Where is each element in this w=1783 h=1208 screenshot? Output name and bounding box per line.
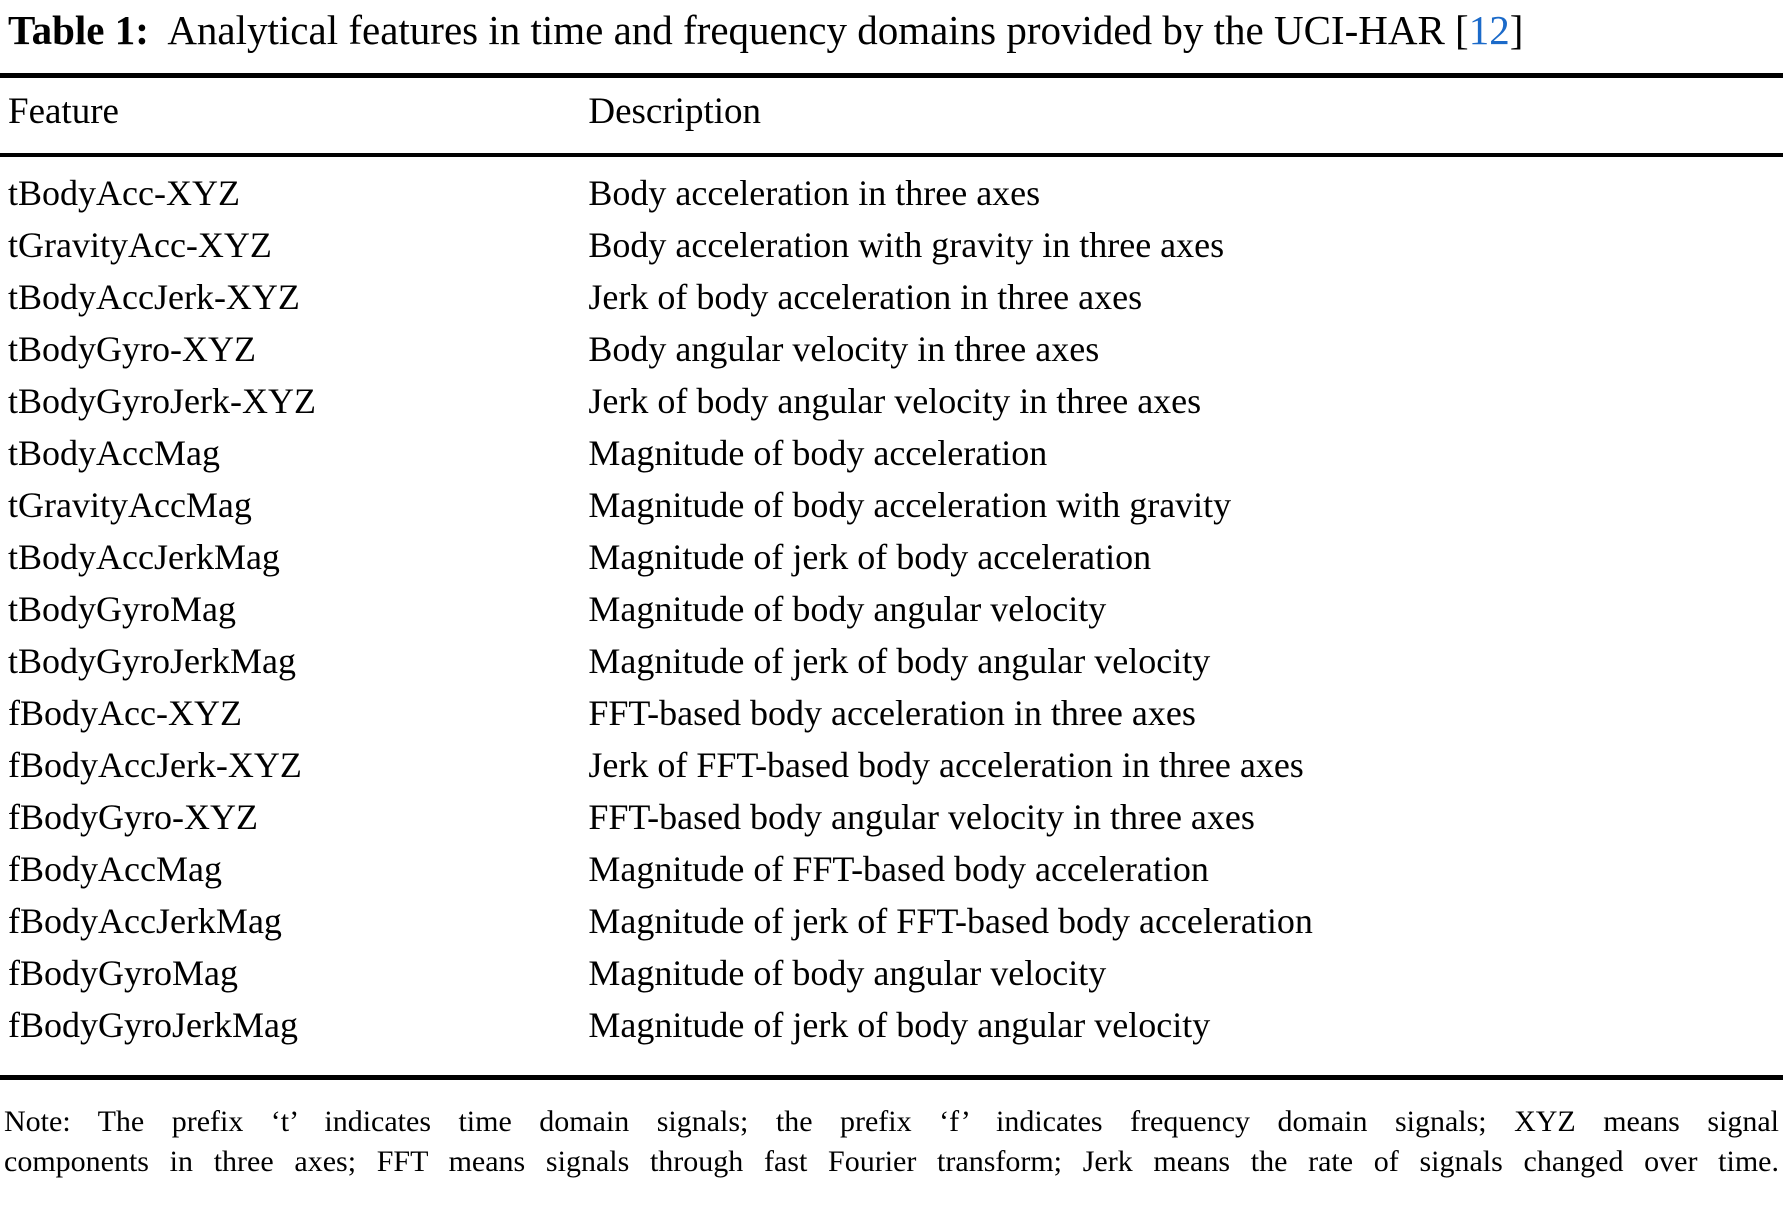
table-row <box>0 895 1783 947</box>
feature-cell: fBodyAccMag <box>8 848 222 889</box>
description-cell: FFT-based body angular velocity in three axes <box>588 796 1255 837</box>
table-row <box>0 687 1783 739</box>
feature-cell: fBodyAccJerk-XYZ <box>8 744 302 785</box>
features-table-body <box>0 155 1783 1078</box>
description-cell: Magnitude of jerk of FFT-based body acceleration <box>588 900 1313 941</box>
table-caption-text: Analytical features in time and frequency domains provided by the UCI-HAR <box>167 7 1445 53</box>
table-row <box>0 323 1783 375</box>
table-caption <box>0 4 1783 56</box>
description-cell: Magnitude of jerk of body angular velocity <box>588 640 1211 681</box>
table-row <box>0 739 1783 791</box>
description-cell: Body acceleration in three axes <box>588 172 1041 213</box>
description-cell: Magnitude of body acceleration with gravity <box>588 484 1232 525</box>
table-caption-label: Table 1: <box>8 7 149 53</box>
feature-cell: fBodyAcc-XYZ <box>8 692 242 733</box>
table-row <box>0 999 1783 1078</box>
description-cell: Magnitude of jerk of body acceleration <box>588 536 1152 577</box>
feature-cell: fBodyGyro-XYZ <box>8 796 258 837</box>
table-row <box>0 843 1783 895</box>
column-header-feature: Feature <box>0 76 588 155</box>
table-row <box>0 479 1783 531</box>
description-cell: Magnitude of body angular velocity <box>588 588 1107 629</box>
feature-cell: tBodyGyroJerkMag <box>8 640 296 681</box>
feature-cell: fBodyGyroMag <box>8 952 238 993</box>
citation-link[interactable]: 12 <box>1468 7 1510 53</box>
note-line: components in three axes; FFT means signals through fast Fourier transform; Jerk means the rate of signals changed over time. <box>4 1144 1779 1178</box>
description-cell: FFT-based body acceleration in three axes <box>588 692 1196 733</box>
table-row <box>0 947 1783 999</box>
feature-cell: tGravityAcc-XYZ <box>8 224 272 265</box>
description-cell: Body acceleration with gravity in three axes <box>588 224 1225 265</box>
table-row <box>0 531 1783 583</box>
feature-cell: tBodyGyroMag <box>8 588 236 629</box>
table-row <box>0 791 1783 843</box>
feature-cell: tBodyAccMag <box>8 432 220 473</box>
feature-cell: tBodyAccJerk-XYZ <box>8 276 300 317</box>
feature-cell: tBodyGyroJerk-XYZ <box>8 380 316 421</box>
feature-cell: tBodyAcc-XYZ <box>8 172 240 213</box>
description-cell: Body angular velocity in three axes <box>588 328 1100 369</box>
table-row <box>0 583 1783 635</box>
feature-cell: tBodyAccJerkMag <box>8 536 280 577</box>
description-cell: Jerk of body acceleration in three axes <box>588 276 1143 317</box>
header-row <box>0 76 1783 155</box>
table-row <box>0 427 1783 479</box>
description-cell: Magnitude of body acceleration <box>588 432 1048 473</box>
citation-bracket-open <box>1445 7 1455 53</box>
features-table <box>0 73 1783 1080</box>
description-cell: Magnitude of FFT-based body acceleration <box>588 848 1209 889</box>
table-note <box>0 1102 1783 1182</box>
description-cell: Magnitude of body angular velocity <box>588 952 1107 993</box>
feature-cell: tGravityAccMag <box>8 484 252 525</box>
feature-cell: tBodyGyro-XYZ <box>8 328 256 369</box>
citation-bracket-close: ] <box>1509 7 1524 53</box>
table-row <box>0 155 1783 219</box>
description-cell: Magnitude of jerk of body angular velocity <box>588 1004 1211 1045</box>
citation-bracket-open: [ <box>1455 7 1469 53</box>
table-row <box>0 271 1783 323</box>
feature-cell: fBodyGyroJerkMag <box>8 1004 298 1045</box>
note-line: Note: The prefix ‘t’ indicates time domain signals; the prefix ‘f’ indicates frequency domain signals; XYZ means signal <box>4 1104 1779 1138</box>
column-header-description: Description <box>588 76 1783 155</box>
description-cell: Jerk of body angular velocity in three axes <box>588 380 1202 421</box>
description-cell: Jerk of FFT-based body acceleration in three axes <box>588 744 1304 785</box>
table-row <box>0 219 1783 271</box>
features-table-header <box>0 76 1783 155</box>
table-row <box>0 375 1783 427</box>
feature-cell: fBodyAccJerkMag <box>8 900 282 941</box>
table-row <box>0 635 1783 687</box>
